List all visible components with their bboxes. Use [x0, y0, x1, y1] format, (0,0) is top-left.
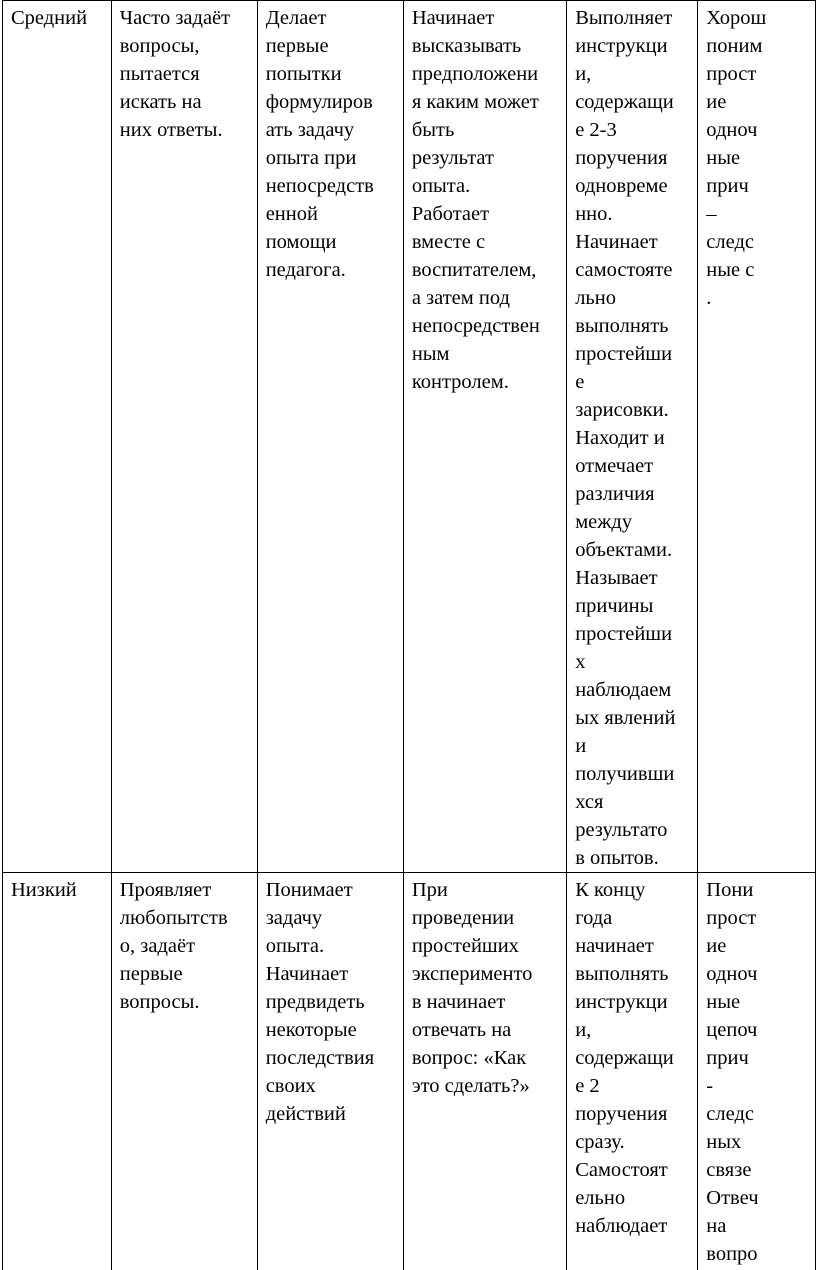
table-cell: Делает первые попытки формулиров ать задачу опыта при непосредств енной помощи педагога.	[257, 1, 403, 873]
table-cell: Начинает высказывать предположени я каким может быть результат опыта. Работает вместе с воспитателем, а затем под непосредствен ным контролем.	[403, 1, 566, 873]
table-cell: Выполняет инструкци и, содержащи е 2-3 поручения одновреме нно. Начинает самостояте льно выполнять простейши е зарисовки. Находит и отмечает различия между объектами. Называет причины простейши х наблюдаем ых явлений и получивши хся результато в опытов.	[567, 1, 698, 873]
table-row-low	[3, 873, 816, 1270]
table-cell: К концу года начинает выполнять инструкци и, содержащи е 2 поручения сразу. Самостоят ельно наблюдает	[567, 873, 698, 1270]
level-cell: Низкий	[3, 873, 112, 1270]
table-cell: При проведении простейших эксперименто в начинает отвечать на вопрос: «Как это сделать?»	[403, 873, 566, 1270]
table-cell-truncated: Пони прост ие одноч ные цепоч прич - следс ных связе Отвеч на вопро	[698, 873, 816, 1270]
levels-table	[2, 0, 816, 1270]
level-cell: Средний	[3, 1, 112, 873]
table-cell: Понимает задачу опыта. Начинает предвидеть некоторые последствия своих действий	[257, 873, 403, 1270]
table-cell: Часто задаёт вопросы, пытается искать на них ответы.	[111, 1, 257, 873]
table-cell-truncated: Хорош поним прост ие одноч ные прич – следс ные с .	[698, 1, 816, 873]
table-row-medium	[3, 1, 816, 873]
table-cell: Проявляет любопытств о, задаёт первые вопросы.	[111, 873, 257, 1270]
